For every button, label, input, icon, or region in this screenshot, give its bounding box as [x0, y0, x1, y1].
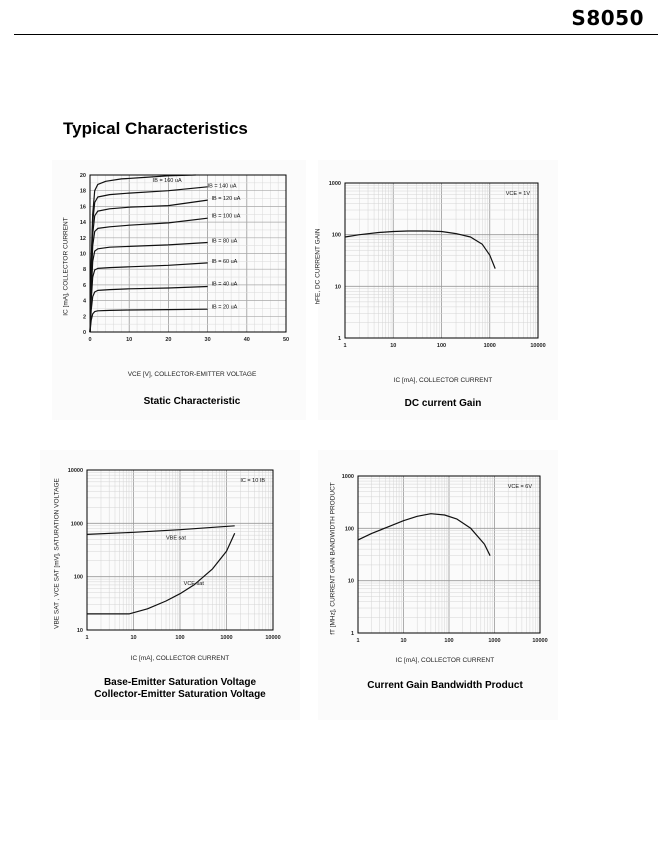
- saturation-caption-line2: Collector-Emitter Saturation Voltage: [94, 689, 266, 700]
- saturation-x-tick-label: 1000: [220, 635, 233, 641]
- static-curve-label: IB = 80 uA: [211, 238, 238, 245]
- gain-x-tick-label: 1: [343, 343, 347, 349]
- static-y-tick-label: 2: [82, 314, 86, 321]
- gain-y-tick-label: 1000: [328, 181, 341, 187]
- saturation-caption: [60, 677, 300, 701]
- static-curve-label: IB = 160 uA: [152, 178, 182, 185]
- saturation-y-tick-label: 1000: [70, 521, 83, 528]
- static-series-line: [90, 309, 208, 332]
- bandwidth-y-tick-label: 1000: [341, 474, 354, 480]
- gain-x-tick-label: 10: [390, 343, 397, 349]
- bandwidth-y-tick-label: 10: [347, 578, 354, 585]
- static-caption: Static Characteristic: [143, 396, 241, 407]
- part-number: S8050: [571, 6, 644, 30]
- static-y-tick-label: 14: [79, 220, 86, 227]
- static-x-tick-label: 0: [88, 337, 92, 343]
- bandwidth-y-tick-label: 1: [350, 631, 354, 637]
- static-y-tick-label: 4: [82, 298, 86, 305]
- static-x-tick-label: 30: [204, 337, 211, 343]
- saturation-y-axis-label: VBE SAT , VCE SAT [mV], SATURATION VOLTAGE: [53, 478, 61, 629]
- bandwidth-x-tick-label: 10: [400, 638, 407, 644]
- static-y-tick-label: 18: [79, 188, 86, 195]
- static-x-tick-label: 10: [126, 337, 133, 343]
- bandwidth-x-axis-label: IC [mA], COLLECTOR CURRENT: [395, 657, 495, 664]
- static-x-tick-label: 40: [243, 337, 250, 343]
- static-y-tick-label: 6: [82, 282, 86, 289]
- bandwidth-y-axis-label: fT [MHz], CURRENT GAIN BANDWIDTH PRODUCT: [329, 482, 337, 635]
- saturation-annotation: IC = 10 IB: [240, 478, 265, 484]
- gain-y-tick-label: 10: [334, 284, 341, 291]
- static-x-axis-label: VCE [V], COLLECTOR-EMITTER VOLTAGE: [127, 371, 257, 378]
- bandwidth-annotation: VCE = 6V: [507, 484, 532, 490]
- saturation-x-tick-label: 1: [85, 635, 89, 641]
- static-x-tick-label: 50: [282, 337, 290, 343]
- gain-annotation: VCE = 1V: [505, 191, 530, 197]
- bandwidth-x-tick-label: 1000: [488, 638, 501, 644]
- saturation-curve-label: VCE sat: [183, 580, 204, 587]
- gain-y-tick-label: 100: [331, 232, 341, 239]
- gain-x-tick-label: 1000: [483, 343, 496, 349]
- gain-y-tick-label: 1: [337, 336, 341, 342]
- gain-x-tick-label: 10000: [530, 343, 546, 349]
- static-y-tick-label: 16: [79, 204, 86, 211]
- bandwidth-x-tick-label: 10000: [532, 638, 548, 644]
- gain-series-line: [345, 231, 495, 269]
- bandwidth-x-tick-label: 1: [356, 638, 360, 644]
- bandwidth-y-tick-label: 100: [344, 526, 354, 533]
- saturation-x-tick-label: 10: [130, 635, 137, 641]
- static-curve-label: IB = 40 uA: [211, 281, 238, 288]
- static-x-tick-label: 20: [165, 337, 172, 343]
- saturation-caption-line1: Base-Emitter Saturation Voltage: [103, 677, 257, 688]
- static-curve-label: IB = 60 uA: [211, 258, 238, 265]
- static-y-axis-label: IC [mA], COLLECTOR CURRENT: [62, 217, 70, 316]
- static-curve-label: IB = 140 uA: [207, 183, 237, 190]
- saturation-x-axis-label: IC [mA], COLLECTOR CURRENT: [130, 655, 230, 662]
- static-y-tick-label: 8: [82, 267, 86, 274]
- saturation-curve-label: VBE sat: [166, 535, 186, 542]
- static-curve-label: IB = 100 uA: [211, 213, 241, 220]
- section-title: Typical Characteristics: [63, 119, 248, 138]
- saturation-y-tick-label: 10: [76, 628, 83, 634]
- saturation-x-tick-label: 10000: [265, 635, 281, 641]
- static-y-tick-label: 0: [82, 330, 86, 336]
- static-y-tick-label: 12: [79, 235, 86, 242]
- saturation-y-tick-label: 10000: [67, 468, 83, 474]
- static-y-tick-label: 20: [79, 173, 86, 179]
- gain-x-axis-label: IC [mA], COLLECTOR CURRENT: [393, 377, 493, 384]
- bandwidth-caption: Current Gain Bandwidth Product: [367, 680, 523, 691]
- static-curve-label: IB = 120 uA: [211, 196, 241, 203]
- static-y-tick-label: 10: [79, 251, 86, 258]
- saturation-y-tick-label: 100: [73, 574, 83, 581]
- gain-y-axis-label: hFE, DC CURRENT GAIN: [314, 228, 322, 305]
- gain-caption: DC current Gain: [404, 398, 482, 409]
- saturation-x-tick-label: 100: [175, 635, 185, 641]
- gain-x-tick-label: 100: [436, 343, 447, 349]
- static-curve-label: IB = 20 uA: [211, 304, 238, 311]
- bandwidth-x-tick-label: 100: [444, 638, 454, 644]
- static-series-line: [90, 263, 208, 332]
- static-series-line: [90, 218, 208, 332]
